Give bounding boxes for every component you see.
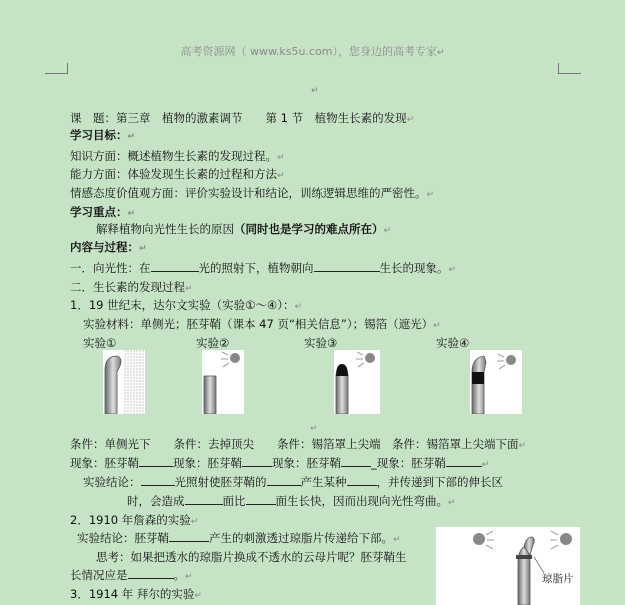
experiment-3-figure (334, 350, 380, 414)
foil-capped-tip-illustration (334, 350, 380, 414)
blank[interactable] (341, 456, 371, 467)
conclusion-line-2: 时，会造成 面比 面生长快，因而出现向光性弯曲。↵ (127, 494, 456, 508)
header-text: 高考资源网（ www.ks5u.com），您身边的高考专家 (180, 45, 437, 58)
decapitated-coleoptile-illustration (202, 350, 244, 414)
paal-title: 3．1914 年 拜尔的实验↵ (70, 587, 202, 601)
blank[interactable] (185, 494, 223, 505)
goal-knowledge: 知识方面：概述植物生长素的发现过程。↵ (70, 149, 285, 163)
jensen-conclusion: 实验结论：胚芽鞘 产生的刺激透过琼脂片传递给下部。↵ (77, 531, 401, 545)
blank[interactable] (347, 475, 377, 486)
materials-line: 实验材料：单侧光；胚芽鞘（课本 47 页“相关信息”）；锡箔（遮光）↵ (83, 317, 441, 331)
blank[interactable] (151, 261, 199, 272)
think-line-1: 思考：如果把透水的琼脂片换成不透水的云母片呢？胚芽鞘生 (96, 550, 407, 564)
jensen-experiment-figure (436, 527, 580, 605)
experiment-4-label: 实验④ (436, 336, 470, 350)
conditions-line: 条件：单侧光下 条件：去掉顶尖 条件：锡箔罩上尖端 条件：锡箔罩上尖端下面↵ (70, 437, 527, 451)
lesson-title: 课 题：第三章 植物的激素调节 第 1 节 植物生长素的发现↵ (70, 111, 415, 125)
blank[interactable] (139, 456, 173, 467)
focus-text: 解释植物向光性生长的原因（同时也是学习的难点所在）↵ (96, 222, 392, 236)
experiment-1-figure (103, 350, 145, 414)
blank[interactable] (267, 475, 301, 486)
jensen-title: 2．1910 年詹森的实验↵ (70, 513, 199, 527)
blank[interactable] (242, 456, 272, 467)
crop-mark-top-right (558, 63, 581, 74)
paragraph-mark: ↵ (311, 86, 319, 96)
goal-attitude: 情感态度价值观方面：评价实验设计和结论，训练逻辑思维的严密性。↵ (70, 186, 435, 200)
blank[interactable] (446, 456, 482, 467)
process-heading: 内容与过程：↵ (70, 240, 147, 254)
blank[interactable] (141, 475, 175, 486)
experiment-4-figure (470, 350, 522, 414)
experiment-2-label: 实验② (196, 336, 230, 350)
phototropism-line: 一．向光性：在 光的照射下，植物朝向 生长的现象。↵ (70, 261, 457, 275)
crop-mark-top-left (45, 63, 68, 74)
conclusion-line-1: 实验结论： 光照射使胚芽鞘的 产生某种 ，并传递到下部的伸长区 (83, 475, 503, 489)
agar-block-coleoptile-illustration (436, 527, 580, 605)
experiment-3-label: 实验③ (304, 336, 338, 350)
darwin-title: 1．19 世纪末，达尔文实验（实验①～④）：↵ (70, 298, 303, 312)
blank[interactable] (314, 261, 380, 272)
foil-below-tip-illustration (470, 350, 522, 414)
think-line-2: 长情况应是 。↵ (70, 568, 193, 582)
section2-heading: 二．生长素的发现过程↵ (70, 280, 193, 294)
focus-heading: 学习重点：↵ (70, 205, 136, 219)
blank[interactable] (128, 568, 174, 579)
figure-paragraph-mark: ↵ (310, 424, 318, 434)
coleoptile-bent-illustration (103, 350, 145, 414)
agar-label: 琼脂片 (542, 573, 574, 585)
experiment-2-figure (202, 350, 244, 414)
goals-heading: 学习目标：↵ (70, 128, 136, 142)
blank[interactable] (246, 494, 276, 505)
page-header: 高考资源网（ www.ks5u.com），您身边的高考专家↵ (180, 45, 445, 58)
goal-ability: 能力方面：体验发现生长素的过程和方法↵ (70, 167, 285, 181)
blank[interactable] (169, 531, 209, 542)
observations-line: 现象：胚芽鞘 现象：胚芽鞘 现象：胚芽鞘 _现象：胚芽鞘 ↵ (70, 456, 490, 470)
experiment-1-label: 实验① (83, 336, 117, 350)
